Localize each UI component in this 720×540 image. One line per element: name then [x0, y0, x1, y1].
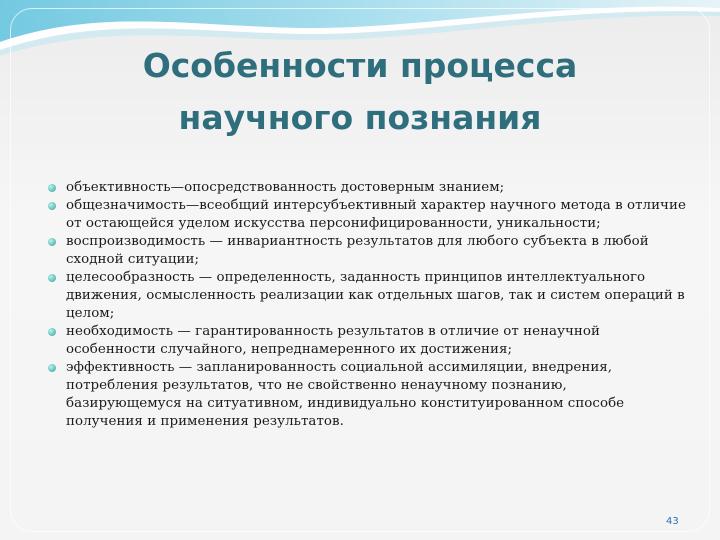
list-item — [46, 179, 686, 197]
list-item-text: необходимость — гарантированность результатов в отличие от ненаучной особенности случайного, непреднамеренного их достижения; — [66, 324, 600, 357]
list-item — [46, 269, 686, 323]
title-line-1: Особенности процесса — [142, 46, 578, 85]
page-number: 43 — [666, 516, 679, 527]
slide-title — [60, 40, 660, 144]
teal-dot-icon — [48, 238, 56, 246]
teal-dot-icon — [48, 274, 56, 282]
teal-dot-icon — [48, 184, 56, 192]
list-item — [46, 197, 686, 233]
list-item-text: общезначимость—всеобщий интерсубъективный характер научного метода в отличие от остающейся уделом искусства персонифицированности, уникальности; — [66, 198, 686, 231]
title-line-2: научного познания — [178, 98, 542, 137]
teal-dot-icon — [48, 328, 56, 336]
list-item-text: воспроизводимость — инвариантность результатов для любого субъекта в любой сходной ситуации; — [66, 234, 649, 267]
list-item — [46, 233, 686, 269]
bullet-list — [46, 179, 686, 431]
list-item-text: эффективность — запланированность социальной ассимиляции, внедрения, потребления результатов, что не свойственно ненаучному познанию, базирующемуся на ситуативном, индивидуально конституированном способе получения и применения результатов. — [66, 360, 625, 429]
list-item — [46, 323, 686, 359]
list-item — [46, 359, 686, 431]
list-item-text: целесообразность — определенность, заданность принципов интеллектуального движения, осмысленность реализации как отдельных шагов, так и систем операций в целом; — [66, 270, 685, 321]
teal-dot-icon — [48, 202, 56, 210]
teal-dot-icon — [48, 364, 56, 372]
list-item-text: объективность—опосредствованность достоверным знанием; — [66, 180, 505, 195]
